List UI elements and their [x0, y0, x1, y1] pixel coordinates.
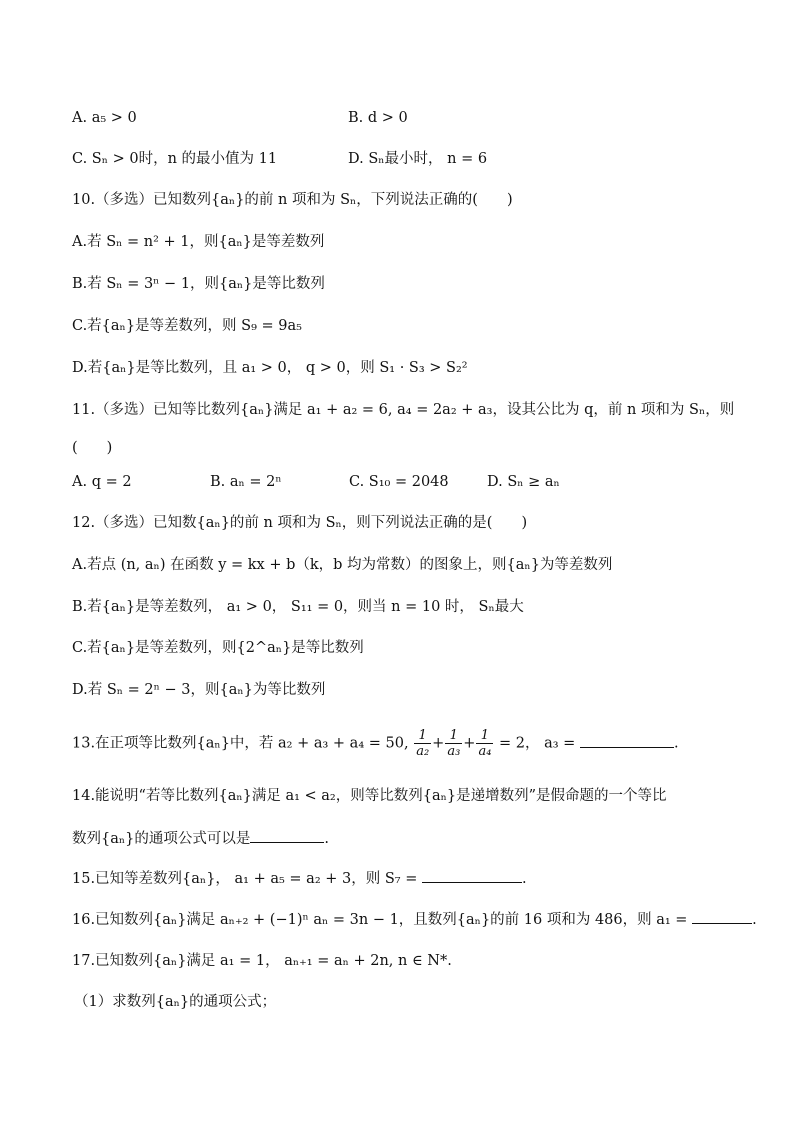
- q13-question: 13.在正项等比数列{aₙ}中，若 a₂ + a₃ + a₄ = 50, $\frac{1}{\text{a₂}}$ + $\frac{1}{\text{a₃}}$ + $\frac{1}{\text{a₄}}$ = 2， a₃ = .: [72, 728, 679, 759]
- q13-fraction-3-denominator: a₄: [478, 744, 492, 759]
- q11-option-d: D. Sₙ ≥ aₙ: [487, 474, 560, 490]
- q12-stem: 12.（多选）已知数{aₙ}的前 n 项和为 Sₙ，则下列说法正确的是( ): [72, 515, 528, 531]
- q10-option-d: D.若{aₙ}是等比数列，且 a₁ > 0， q > 0，则 S₁ · S₃ > S₂²: [72, 360, 468, 376]
- q13-fraction-3-numerator: 1: [476, 728, 493, 744]
- q14-stem-continued: 数列{aₙ}的通项公式可以是: [72, 831, 251, 847]
- q13-fraction-2: [445, 728, 462, 759]
- q12-option-a: A.若点 (n, aₙ) 在函数 y = kx + b（k，b 均为常数）的图象上，则{aₙ}为等差数列: [72, 557, 613, 573]
- q17-stem: 17.已知数列{aₙ}满足 a₁ = 1， aₙ₊₁ = aₙ + 2n, n ∈ N*.: [72, 953, 452, 969]
- q13-end: .: [673, 735, 679, 752]
- q14-answer-blank[interactable]: [250, 828, 324, 843]
- q9-option-b: B. d > 0: [348, 110, 408, 126]
- q13-fraction-1-numerator: 1: [414, 728, 431, 744]
- q10-option-a: A.若 Sₙ = n² + 1，则{aₙ}是等差数列: [72, 234, 325, 250]
- q11-stem-continued: ( ): [72, 440, 113, 456]
- q15-stem: 15.已知等差数列{aₙ}， a₁ + a₅ = a₂ + 3，则 S₇ =: [72, 871, 418, 887]
- q11-option-a: A. q = 2: [72, 474, 132, 490]
- q13-fraction-1-denominator: a₂: [416, 744, 430, 759]
- q11-stem: 11.（多选）已知等比数列{aₙ}满足 a₁ + a₂ = 6, a₄ = 2a₂ + a₃，设其公比为 q，前 n 项和为 Sₙ，则: [72, 402, 735, 418]
- q15-end: .: [521, 871, 527, 887]
- q13-suffix: = 2， a₃ =: [499, 735, 576, 752]
- q14-stem: 14.能说明“若等比数列{aₙ}满足 a₁ < a₂，则等比数列{aₙ}是递增数列”是假命题的一个等比: [72, 788, 667, 804]
- q11-option-b: B. aₙ = 2ⁿ: [210, 474, 282, 490]
- q13-answer-blank[interactable]: [580, 733, 674, 748]
- q16-question: [72, 909, 757, 930]
- q9-option-c: C. Sₙ > 0时，n 的最小值为 11: [72, 151, 278, 167]
- q10-stem: 10.（多选）已知数列{aₙ}的前 n 项和为 Sₙ，下列说法正确的( ): [72, 192, 513, 208]
- q10-option-c: C.若{aₙ}是等差数列，则 S₉ = 9a₅: [72, 318, 302, 334]
- q13-fraction-3: [476, 728, 493, 759]
- q12-option-d: D.若 Sₙ = 2ⁿ − 3，则{aₙ}为等比数列: [72, 682, 326, 698]
- q13-fraction-1: [414, 728, 431, 759]
- q15-answer-blank[interactable]: [422, 868, 522, 883]
- q13-fraction-2-numerator: 1: [445, 728, 462, 744]
- q14-stem-line-2: [72, 828, 329, 849]
- q16-end: .: [752, 912, 757, 928]
- q14-end: .: [324, 831, 329, 847]
- q16-stem: 16.已知数列{aₙ}满足 aₙ₊₂ + (−1)ⁿ aₙ = 3n − 1，且数列{aₙ}的前 16 项和为 486，则 a₁ =: [72, 912, 688, 928]
- q9-option-a: A. a₅ > 0: [72, 110, 137, 126]
- q11-option-c: C. S₁₀ = 2048: [349, 474, 449, 490]
- q13-fraction-2-denominator: a₃: [447, 744, 461, 759]
- q12-option-c: C.若{aₙ}是等差数列，则{2^aₙ}是等比数列: [72, 640, 364, 656]
- q15-question: [72, 868, 527, 889]
- q13-prefix: 13.在正项等比数列{aₙ}中，若 a₂ + a₃ + a₄ = 50,: [72, 735, 409, 752]
- q12-option-b: B.若{aₙ}是等差数列， a₁ > 0， S₁₁ = 0，则当 n = 10 时， Sₙ最大: [72, 599, 524, 615]
- q16-answer-blank[interactable]: [692, 909, 752, 924]
- q10-option-b: B.若 Sₙ = 3ⁿ − 1，则{aₙ}是等比数列: [72, 276, 325, 292]
- q17-part-1: （1）求数列{aₙ}的通项公式；: [74, 994, 277, 1010]
- q9-option-d: D. Sₙ最小时， n = 6: [348, 151, 488, 167]
